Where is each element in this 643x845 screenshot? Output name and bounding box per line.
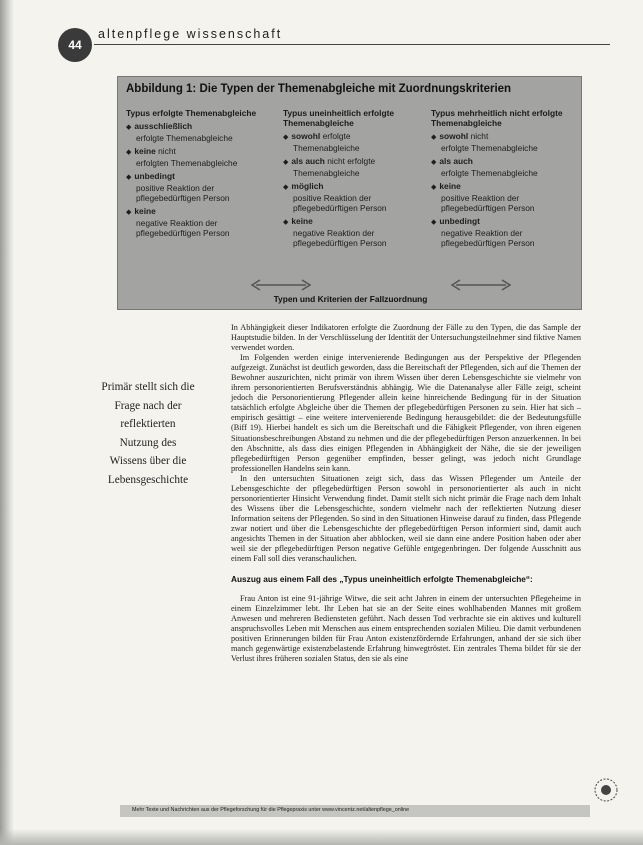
criterion-description: erfolgte Themenabgleiche	[441, 168, 538, 178]
paragraph: Frau Anton ist eine 91-jährige Witwe, die seit acht Jahren in einem der untersuchten Pflegeheime in einem Einzelzimmer lebt. Ihr Leben hat sie an der Seite eines wohlhabenden Mannes mit großem Anwesen und mehreren Bediensteten geführt. Nach dessen Tod verbrachte sie ein aktives und kulturell anspruchsvolles Leben mit Menschen aus einem entsprechenden sozialen Milieu. Die damit verbundenen positiven Erinnerungen bilden für Frau Anton existenzfördernde Erfahrungen, anhand der sie sich über manch gegenwärtige existenzbelastende Erfahrung hinwegtröstet. Ein zentrales Thema bildet für sie der Verlust ihres früheren sozialen Status, den sie als eine	[231, 594, 581, 664]
criterion-keyword: möglich	[291, 181, 324, 191]
footer-text: Mehr Texte und Nachrichten aus der Pflegeforschung für die Pflegepraxis unter www.vincentz.net/altenpflege_online	[132, 807, 410, 813]
double-arrow-icon	[246, 278, 546, 292]
paragraph: Im Folgenden werden einige intervenierende Bedingungen aus der Perspektive der Pflegenden aufgezeigt. Zunächst ist deutlich geworden, dass die Bereitschaft der Pflegenden, sich auf die Themen der Bewohner auszurichten, nicht primär von ihrem Wissen über deren Lebensgeschichte sie vielmehr von ihrem personorientierten Berufsverständnis abhängig. Wie die Datenanalyse aller Fälle zeigt, scheint jedoch die Personorientierung Pflegender allein keine hinreichende Bedingung für in der Situation tatsächlich erfolgte Abgleiche über die Themen der pflegebedürftigen Personen zu sein. Hier hat sich – empirisch gesättigt – eine weitere intervenierende Bedingung herausgebildet: die der Bedeutungsfülle (Biff 19). Hierbei handelt es sich um die Bereitschaft und die Fähigkeit Pflegender, von ihren eigenen Situationsbeschreibungen Abstand zu nehmen und die der pflegebedürftigen Person anzuerkennen. In bei den Abschnitte, als dass dies einigen Pflegenden in Abhängigkeit der Nähe, die sie der jeweiligen pflegebedürftigen Person gegenüber empfinden, besser gelingt, was jedoch nicht Grundlage professionellen Handelns sein kann.	[231, 353, 581, 473]
criterion-description: positive Reaktion der pflegebedürftigen Person	[293, 193, 387, 213]
diamond-bullet-icon: ◆	[126, 149, 132, 156]
criterion-keyword: unbedingt	[439, 216, 480, 226]
criterion-description: negative Reaktion der pflegebedürftigen Person	[441, 228, 535, 248]
criterion-description: negative Reaktion der pflegebedürftigen Person	[136, 218, 230, 238]
criterion-inline: nicht	[470, 131, 489, 141]
diamond-bullet-icon: ◆	[283, 184, 289, 191]
column-heading: Typus mehrheitlich nicht erfolgte Themenabgleiche	[431, 108, 563, 128]
criterion	[283, 181, 433, 213]
diamond-bullet-icon: ◆	[283, 134, 289, 141]
figure-column-2	[283, 108, 433, 248]
criterion-description: erfolgte Themenabgleiche	[441, 143, 538, 153]
criterion	[126, 171, 276, 203]
criterion	[126, 146, 276, 168]
criterion-keyword: keine	[134, 206, 156, 216]
figure-title: Abbildung 1: Die Typen der Themenabgleiche mit Zuordnungskriterien	[126, 83, 512, 95]
header-divider	[94, 44, 610, 45]
badge-stamp-icon	[592, 776, 620, 804]
diamond-bullet-icon: ◆	[431, 184, 437, 191]
criterion-inline: nicht	[158, 146, 176, 156]
criterion-keyword: keine	[134, 146, 156, 156]
diamond-bullet-icon: ◆	[126, 174, 132, 181]
diamond-bullet-icon: ◆	[431, 219, 437, 226]
case-excerpt-heading: Auszug aus einem Fall des „Typus uneinheitlich erfolgte Themenabgleiche“:	[231, 574, 533, 585]
criterion-keyword: unbedingt	[134, 171, 175, 181]
figure-caption: Typen und Kriterien der Fallzuordnung	[273, 294, 428, 304]
diamond-bullet-icon: ◆	[431, 159, 437, 166]
criterion	[283, 216, 433, 248]
paragraph: In den untersuchten Situationen zeigt sich, dass das Wissen Pflegender um Anteile der Lebensgeschichte der pflegebedürftigen Person sowohl in personorientierter als auch in nicht personorientierter Hinsicht Verwendung findet. Damit stellt sich nicht primär die Frage nach dem Inhalt des Wissens über die Lebensgeschichte, sondern vielmehr nach der reflektierten Nutzung dieser Information seitens der Pflegenden. So sind in den Situationen Hinweise darauf zu finden, dass Pflegende zwar notiert und über die Lebensgeschichte der pflegebedürftigen Person informiert sind, damit auch angesichts Themen in der Situation aber abblocken, weil sie dann eine andere Position haben oder aber weil sie der pflegebedürftigen Person negative Gefühle entgegenbringen. Der folgende Ausschnitt aus einem Fall soll dies veranschaulichen.	[231, 473, 581, 564]
criterion	[126, 206, 276, 238]
criterion-keyword: ausschließlich	[134, 121, 193, 131]
criterion	[431, 216, 581, 248]
criterion-keyword: keine	[291, 216, 313, 226]
figure-column-3	[431, 108, 581, 248]
criterion-description: positive Reaktion der pflegebedürftigen Person	[441, 193, 535, 213]
page-edge-shadow	[0, 829, 643, 845]
paragraph: In Abhängigkeit dieser Indikatoren erfolgte die Zuordnung der Fälle zu den Typen, die das Sample der Hauptstudie bilden. In der Verschlüsselung der Identität der Untersuchungsteilnehmer sind fiktive Namen verwendet worden.	[231, 323, 581, 353]
diamond-bullet-icon: ◆	[431, 134, 437, 141]
criterion-keyword: sowohl	[439, 131, 469, 141]
column-heading: Typus uneinheitlich erfolgte Themenabgleiche	[283, 108, 395, 128]
criterion-inline: erfolgte	[322, 131, 351, 141]
criterion-keyword: keine	[439, 181, 461, 191]
criterion	[283, 156, 433, 178]
diamond-bullet-icon: ◆	[126, 209, 132, 216]
column-heading: Typus erfolgte Themenabgleiche	[126, 108, 257, 118]
page-number: 44	[58, 28, 92, 62]
criterion-description: erfolgten Themenabgleiche	[136, 158, 238, 168]
figure-column-1	[126, 108, 276, 238]
criterion-keyword: als auch	[291, 156, 325, 166]
page-edge-shadow	[0, 0, 14, 845]
criterion-keyword: als auch	[439, 156, 473, 166]
diamond-bullet-icon: ◆	[126, 124, 132, 131]
figure-box	[117, 76, 582, 310]
criterion-inline: nicht erfolgte	[327, 156, 376, 166]
criterion-description: negative Reaktion der pflegebedürftigen Person	[293, 228, 387, 248]
criterion-description: erfolgte Themenabgleiche	[136, 133, 233, 143]
criterion	[283, 131, 433, 153]
criterion	[431, 156, 581, 178]
article-body	[231, 323, 581, 665]
diamond-bullet-icon: ◆	[283, 159, 289, 166]
criterion	[126, 121, 276, 143]
criterion-keyword: sowohl	[291, 131, 321, 141]
criterion-description: Themenabgleiche	[293, 168, 360, 178]
criterion-description: Themenabgleiche	[293, 143, 360, 153]
criterion	[431, 181, 581, 213]
criterion-description: positive Reaktion der pflegebedürftigen Person	[136, 183, 230, 203]
magazine-title: altenpflege wissenschaft	[98, 27, 283, 41]
diamond-bullet-icon: ◆	[283, 219, 289, 226]
pull-quote: Primär stellt sich die Frage nach der reflektierten Nutzung des Wissens über die Lebensgeschichte	[101, 381, 195, 486]
criterion	[431, 131, 581, 153]
